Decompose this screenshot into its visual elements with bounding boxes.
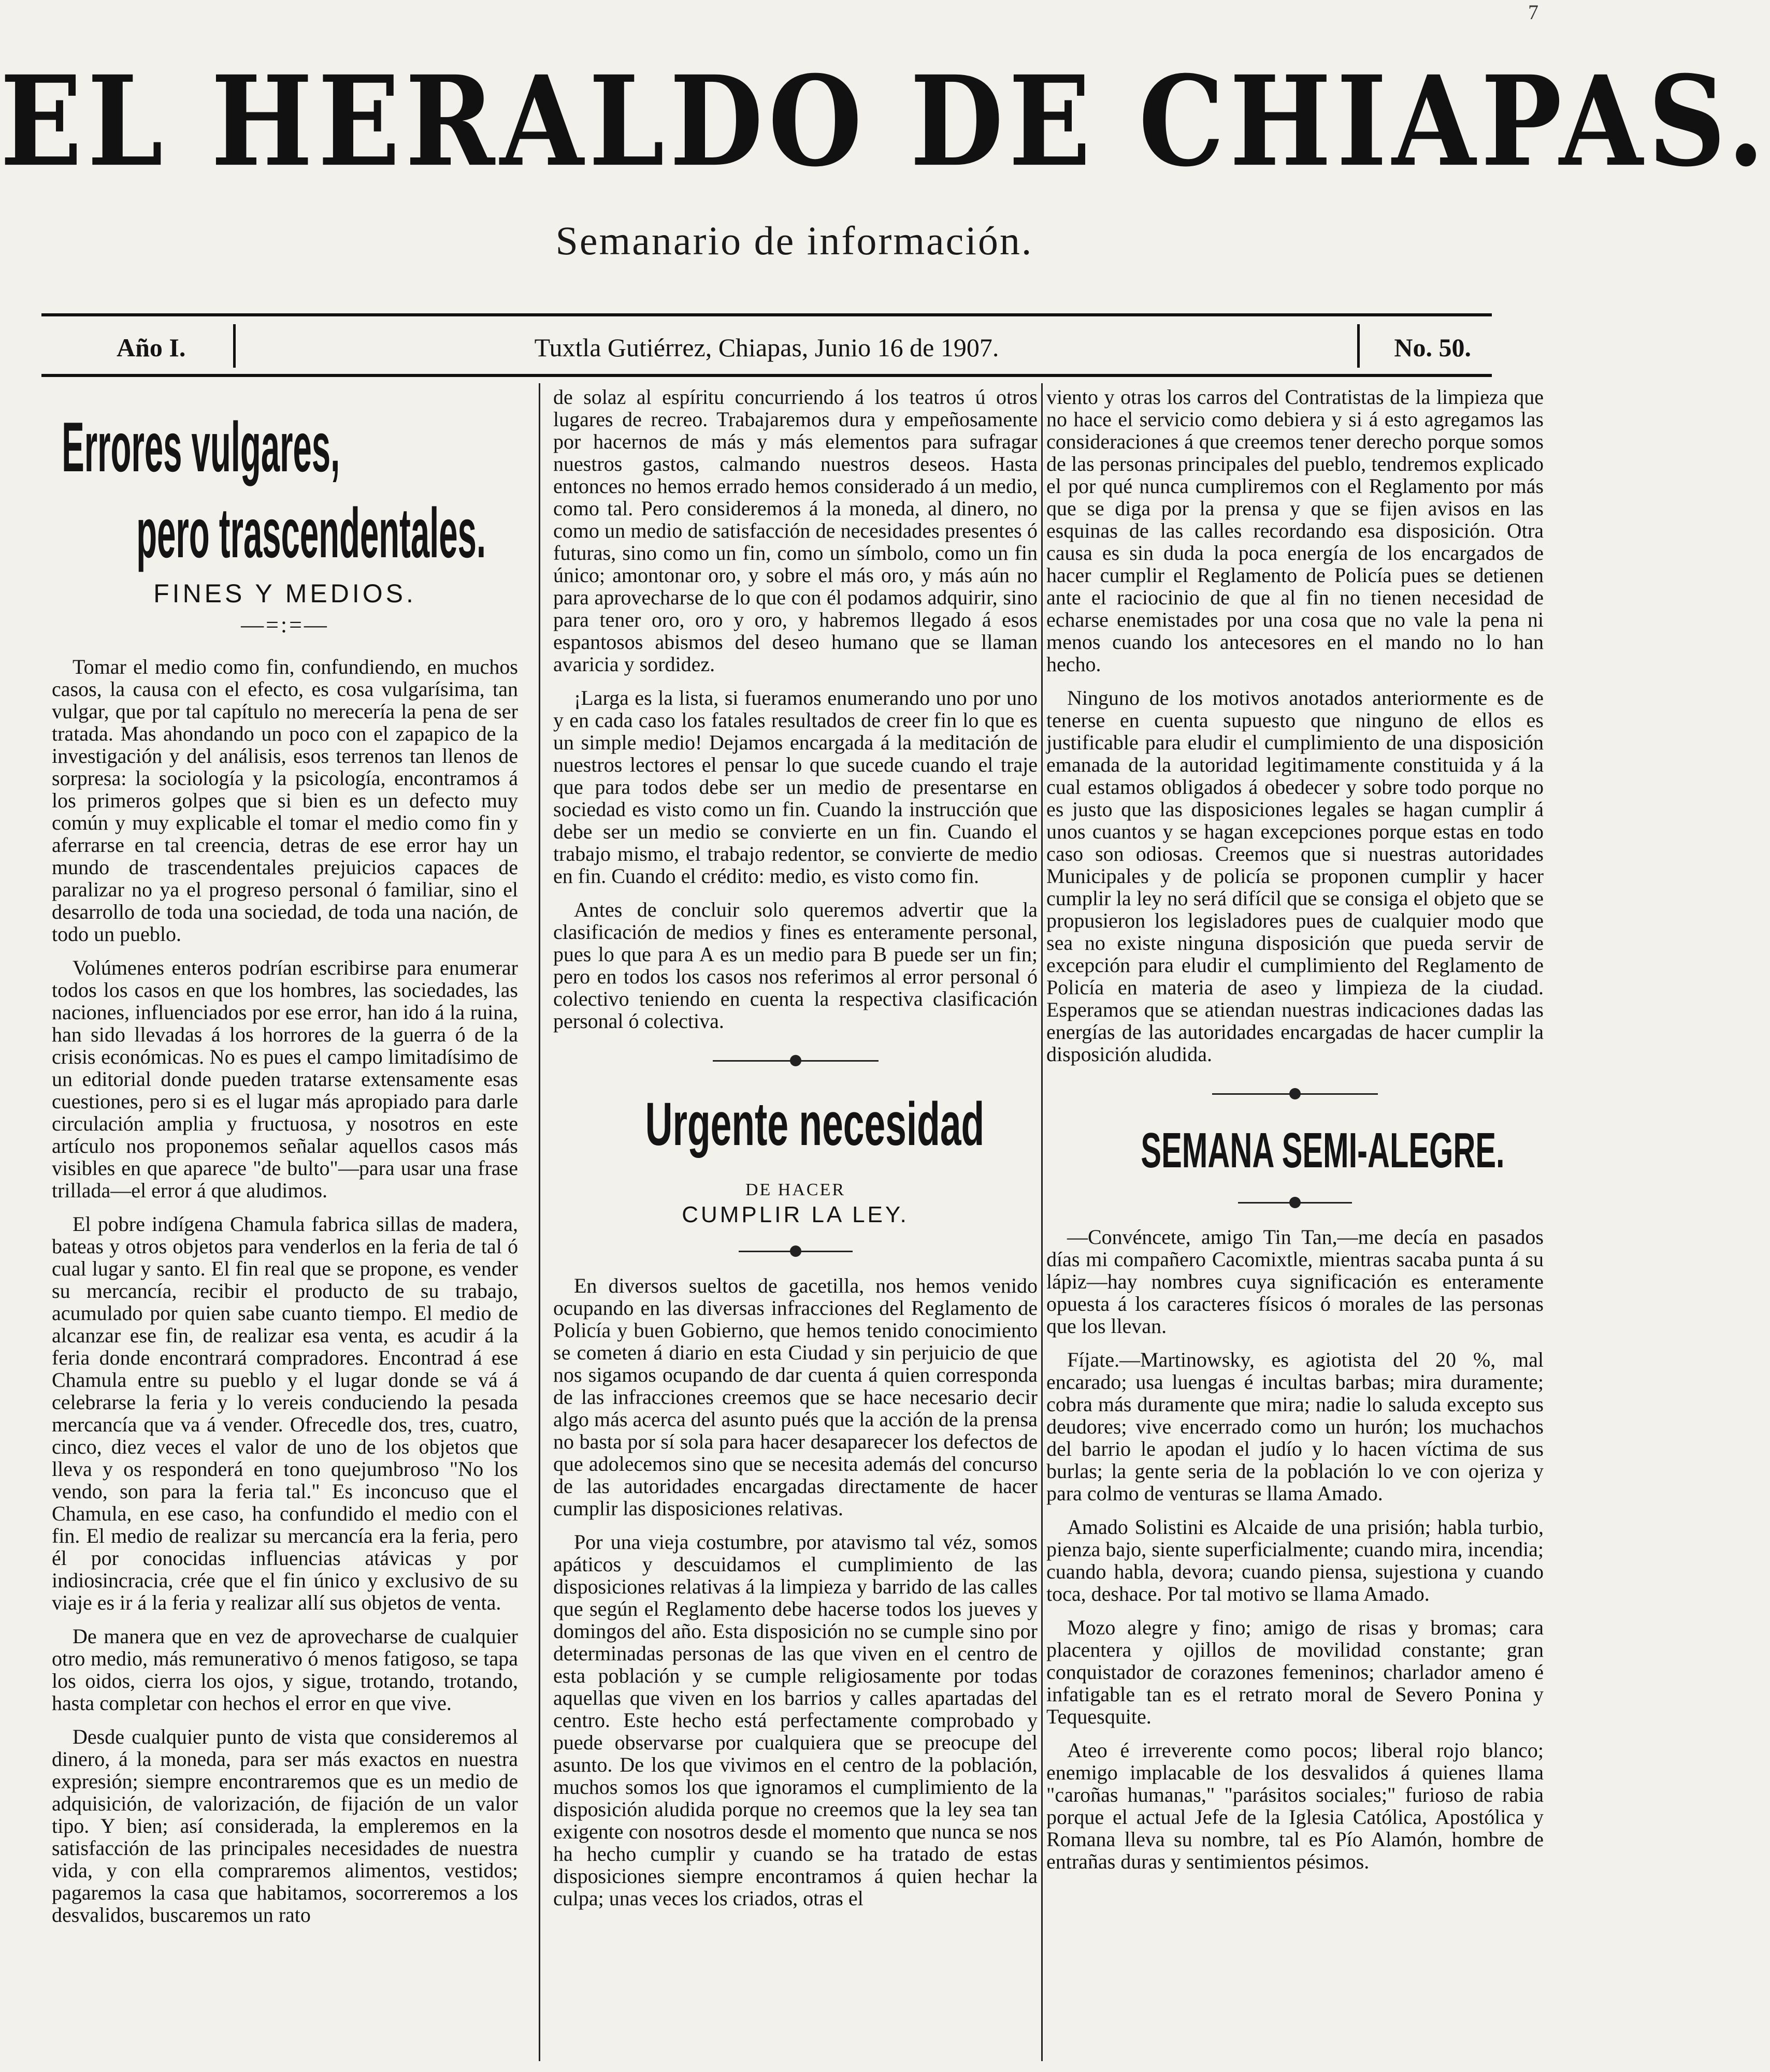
article2-continued-paragraph: Ninguno de los motivos anotados anteriormente es de tenerse en cuenta supuesto que ninguno de ellos es justificable para eludir el cumplimiento de una disposición emanada de la autoridad legitimamente constituida y á la cual estamos obligados á obedecer y sobre todo porque no es justo que las disposiciones legales se hagan cumplir á unos cuantos y se hagan excepciones porque estas en todo caso son odiosas. Creemos que si nuestras autoridades Municipales y de policía se proponen cumplir y hacer cumplir la ley no será difícil que se consiga el objeto que se propusieron los legisladores pues de cualquier modo que sea no existe ninguna disposición que pueda servir de excepción para eludir el cumplimiento del Reglamento de Policía en materia de aseo y limpieza de la ciudad. Esperamos que se atiendan nuestras indicaciones dadas las energías de las autoridades encargadas de hacer cumplir la disposición aludida. [1046,686,1544,1066]
article2-continued-paragraph: viento y otras los carros del Contratistas de la limpieza que no hace el servicio como debiera y si á esto agregamos las consideraciones á que creemos tener derecho porque somos de las personas principales del pueblo, tendremos explicado el por qué nunca cumpliremos con el Reglamento por más que se diga por la prensa y que se fijen avisos en las esquinas de las calles recordando esa disposición. Otra causa es sin duda la poca energía de los encargados de hacer cumplir el Reglamento de Policía pues se detienen ante el raciocinio de que al fin no tienen necesidad de echarse enemistades por una cosa que no vale la pena ni menos cuando los antecesores en el mando no lo han hecho. [1046,385,1544,676]
year-label: Año I. [117,333,186,362]
article3-paragraph: —Convéncete, amigo Tin Tan,—me decía en pasados días mi compañero Cacomixtle, mientras sacaba punta á su lápiz—hay nombres cuya significación es enteramente opuesta á los caracteres físicos ó morales de las personas que los llevan. [1046,1225,1544,1338]
article2-title: Urgente necesidad [645,1090,985,1158]
article1-paragraph: Tomar el medio como fin, confundiendo, en muchos casos, la causa con el efecto, es cosa vulgarísima, tan vulgar, que por tal capítulo no merecería la pena de ser tratada. Mas ahondando un poco con el zapapico de la investigación y del análisis, esos terrenos tan llenos de sorpresa: la sociología y la psicología, encontramos á los primeros golpes que si bien es un defecto muy común y muy explicable el tomar el medio como fin y aferrarse en tal creencia, detras de ese error hay un mundo de trascendentales prejuicios capaces de paralizar no ya el progreso personal ó familiar, sino el desarrollo de toda una sociedad, de toda una nación, de todo un pueblo. [52,655,518,946]
article2-paragraph: En diversos sueltos de gacetilla, nos hemos venido ocupando en las diversas infracciones del Reglamento de Policía y buen Gobierno, que hemos tenido conocimiento se cometen á diario en esta Ciudad y sin perjuicio de que nos sigamos ocupando de dar cuenta á quien corresponda de las infracciones creemos que se hace necesario decir algo más acerca del asunto pués que la acción de la prensa no basta por sí sola para hacer desaparecer los defectos de que adolecemos sino que se necesita además del concurso de las autoridades encargadas directamente de hacer cumplir las disposiciones relativas. [553,1274,1038,1520]
ornament-divider [1046,1086,1544,1102]
top-rule [41,313,1492,316]
issue-number: No. 50. [1394,333,1471,362]
article1-paragraph: Desde cualquier punto de vista que consideremos al dinero, á la moneda, para ser más exactos en nuestra expresión; siempre encontraremos que es un medio de adquisición, de valorización, de fijación de un valor tipo. Y bien; así considerada, la empleremos en la satisfacción de las principales necesidades de nuestra vida, y con ella compraremos alimentos, vestidos; pagaremos la casa que habitamos, socorreremos a los desvalidos, buscaremos un rato [52,1725,518,1926]
info-separator-right [1357,324,1360,368]
newspaper-subtitle: Semanario de información. [555,218,1033,263]
column-rule-2 [1041,383,1043,2061]
article1-title-line1: Errores vulgares, [62,408,340,486]
ornament-divider [1046,1195,1544,1210]
column-3 [1046,386,1544,2059]
column-2 [553,386,1038,2059]
article2-paragraph: Por una vieja costumbre, por atavismo tal véz, somos apáticos y descuidamos el cumplimiento de las disposiciones relativas á la limpieza y barrido de las calles que según el Reglamento debe hacerse todos los jueves y domingos del año. Esta disposición no se cumple sino por determinadas personas de las que viven en el centro de esta población y se cumple religiosamente por todas aquellas que viven en los barrios y calles apartadas del centro. Este hecho está perfectamente comprobado y puede observarse por cualquiera que se preocupe del asunto. De los que vivimos en el centro de la población, muchos somos los que ignoramos el cumplimiento de la disposición aludida porque no creemos que la ley sea tan exigente con nosotros desde el momento que nunca se nos ha hecho cumplir y cuando se ha tratado de estas disposiciones siempre encontramos á quien hechar la culpa; unas veces los criados, otras el [553,1530,1038,1910]
article1-continued-paragraph: Antes de concluir solo queremos advertir que la clasificación de medios y fines es enteramente personal, pues lo que para A es un medio para B puede ser un fin; pero en todos los casos nos referimos al error personal ó colectivo teniendo en cuenta la respectiva clasificación personal ó colectiva. [553,898,1038,1033]
article3-paragraph: Ateo é irreverente como pocos; liberal rojo blanco; enemigo implacable de los desvalidos á quienes llama "caroñas humanas," "parásitos sociales;" furioso de rabia porque el actual Jefe de la Iglesia Católica, Apostólica y Romana lleva su nombre, tal es Pío Alamón, hombre de entrañas duras y sentimientos pésimos. [1046,1738,1544,1873]
column-rule-1 [539,383,540,2061]
ornament-divider [553,1053,1038,1068]
newspaper-title: EL HERALDO DE CHIAPAS. [0,49,1770,195]
article3-paragraph: Fíjate.—Martinowsky, es agiotista del 20 %, mal encarado; usa luengas é incultas barbas; mira duramente; cobra más duramente que mira; nadie lo saluda excepto sus deudores; vive encerrado como un hurón; los muchachos del barrio le apodan el judío y lo hacen víctima de sus burlas; la gente seria de la población lo ve con ojeriza y para colmo de venturas se llama Amado. [1046,1348,1544,1505]
issue-info-bar [41,317,1492,374]
article1-subtitle: FINES Y MEDIOS. [153,579,416,608]
article1-paragraph: Volúmenes enteros podrían escribirse para enumerar todos los casos en que los hombres, las sociedades, las naciones, influenciados por ese error, han ido á la ruina, han sido llevadas á los horrores de la guerra ó de la crisis económicas. No es pues el campo limitadísimo de un editorial donde pueden tratarse extensamente esas cuestiones, pero si es el lugar más apropiado para darle circulación amplia y fructuosa, y nosotros en este artículo nos proponemos señalar aquellos casos más visibles en que aparece "de bulto"—para usar una frase trillada—el error á que aludimos. [52,956,518,1202]
article2-kicker: DE HACER [745,1180,846,1199]
ornament-divider [553,1243,1038,1259]
article1-title-line2: pero trascendentales. [136,494,486,572]
article1-paragraph: De manera que en vez de aprovecharse de cualquier otro medio, más remunerativo ó menos fatigoso, se tapa los oidos, cierra los ojos, y sigue, trotando, trotando, hasta completar con hechos el error en que vive. [52,1625,518,1715]
column-1 [52,386,518,2059]
article3-title: SEMANA SEMI-ALEGRE. [1141,1123,1505,1178]
article1-continued-paragraph: de solaz al espíritu concurriendo á los teatros ú otros lugares de recreo. Trabajaremos dura y empeñosamente por hacernos de más y más elementos para sufragar nuestros gastos, calmando nuestros deseos. Hasta entonces no hemos errado hemos considerado á un medio, como tal. Pero consideremos á la moneda, al dinero, no como un medio de satisfacción de necesidades presentes ó futuras, sino como un fin, como un símbolo, como un fin único; amontonar oro, y sobre el más oro, y más aún no para aprovecharse de lo que con él podamos adquirir, sino para tener oro, oro y oro, y habremos llegado á esos espantosos abismos del deseo humano que se llaman avaricia y sordidez. [553,385,1038,676]
page-corner-number: 7 [1528,1,1538,24]
article3-paragraph: Amado Solistini es Alcaide de una prisión; habla turbio, pienza bajo, siente superficialmente; cuando mira, incendia; cuando habla, devora; cuando piensa, sujestiona y cuando toca, deshace. Por tal motivo se llama Amado. [1046,1515,1544,1605]
place-date: Tuxtla Gutiérrez, Chiapas, Junio 16 de 1907. [534,333,999,362]
article1-continued-paragraph: ¡Larga es la lista, si fueramos enumerando uno por uno y en cada caso los fatales resultados de creer fin lo que es un simple medio! Dejamos encargada á la meditación de nuestros lectores el pensar lo que sucede cuando el traje que para todos debe ser un medio de presentarse en sociedad es visto como un fin. Cuando la instrucción que debe ser un medio se convierte en un fin. Cuando el trabajo mismo, el trabajo redentor, se convierte de medio en fin. Cuando el crédito: medio, es visto como fin. [553,686,1038,888]
article1-divider: —=:=— [241,612,329,637]
article3-paragraph: Mozo alegre y fino; amigo de risas y bromas; cara placentera y ojillos de movilidad constante; gran conquistador de corazones femeninos; charlador ameno é infatigable tan es el retrato moral de Severo Ponina y Tequesquite. [1046,1616,1544,1728]
bottom-rule [41,374,1492,377]
article1-paragraph: El pobre indígena Chamula fabrica sillas de madera, bateas y otros objetos para venderlos en la feria de tal ó cual lugar y santo. El fin real que se propone, es vender su mercancía, recibir el producto de su trabajo, acumulado por quien sabe cuanto tiempo. El medio de alcanzar ese fin, de realizar esa venta, es acudir á la feria donde encontrará compradores. Encontrad á ese Chamula entre su pueblo y el lugar donde se vá á celebrarse la feria y lo vereis conduciendo la pesada mercancía que va á vender. Ofrecedle dos, tres, cuatro, cinco, diez veces el valor de uno de los objetos que lleva y os responderá en tono quejumbroso "No los vendo, son para la feria tal." Es inconcuso que el Chamula, en ese caso, ha confundido el medio con el fin. El medio de realizar su mercancía era la feria, pero él por conocidas influencias atávicas y por indiosincracia, crée que el fin único y exclusivo de su viaje es ir á la feria y realizar allí sus objetos de venta. [52,1212,518,1614]
article2-subtitle: CUMPLIR LA LEY. [682,1202,909,1227]
masthead [0,0,1770,306]
